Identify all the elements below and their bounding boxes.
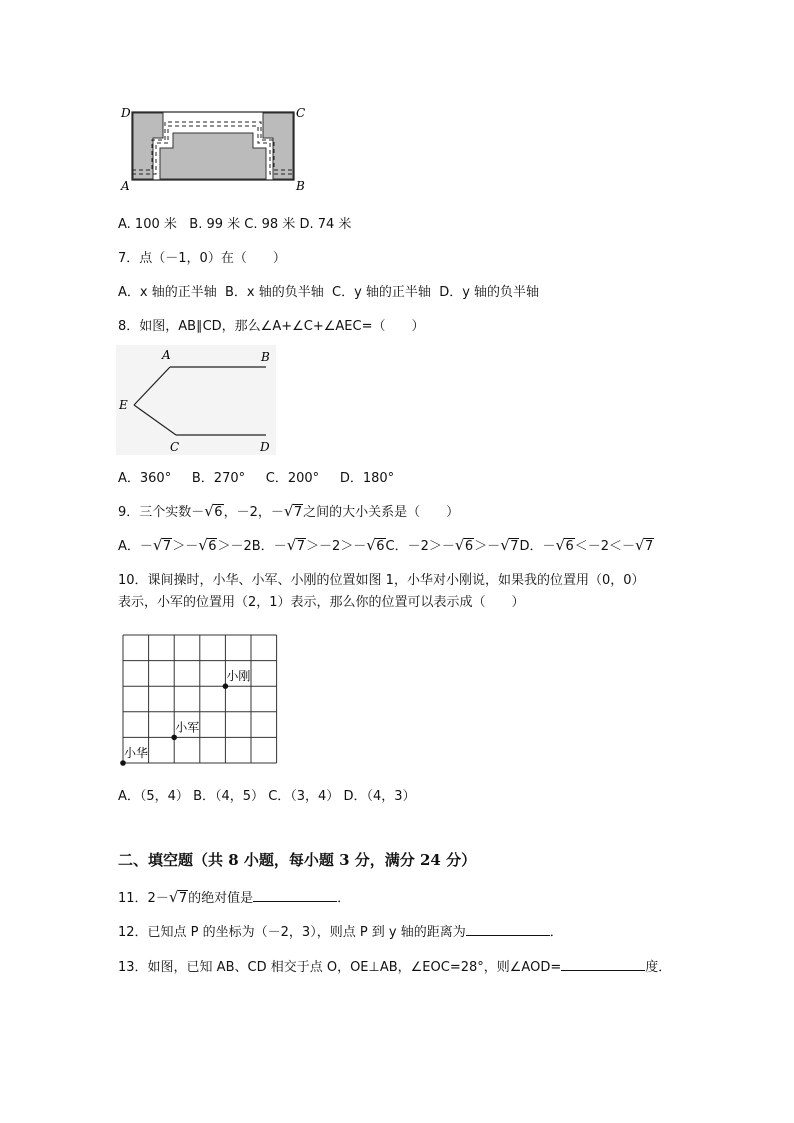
rectangle-path-figure <box>118 100 308 195</box>
q6-option-b[interactable]: B. 99 米 <box>189 217 241 232</box>
q6-option-a[interactable]: A. 100 米 <box>118 217 177 232</box>
q10-option-a[interactable]: A．（5，4） <box>118 789 189 804</box>
parallel-lines-figure <box>116 345 276 455</box>
q7-stem: 7．点（－1，0）在（ ） <box>118 251 286 266</box>
grid-point-label: 小军 <box>175 720 200 735</box>
q9-option-a[interactable]: A．－ √ 7＞－ √ 6＞－2 <box>118 536 252 554</box>
figure-background <box>116 345 276 455</box>
q11-suffix: 的绝对值是 <box>188 891 254 906</box>
q13-text: 13．如图，已知 AB、CD 相交于点 O，OE⊥AB，∠EOC=28°，则∠AOD= <box>118 960 562 975</box>
q7-options <box>118 284 539 302</box>
section-2-title: 二、填空题（共 8 小题，每小题 3 分，满分 24 分） <box>118 851 477 869</box>
q12 <box>118 923 563 942</box>
q8-option-a[interactable]: A．360° <box>118 471 172 486</box>
q11-end: ． <box>337 891 351 906</box>
grid-point-marker <box>120 760 126 766</box>
label-b: B <box>261 350 270 364</box>
q10-option-c[interactable]: C．（3，4） <box>268 789 340 804</box>
q9-option-d[interactable]: D．－ √ 6＜－2＜－ √ 7 <box>519 536 654 554</box>
sqrt-7: √ 7 <box>283 502 303 520</box>
q12-text: 12．已知点 P 的坐标为（－2，3），则点 P 到 y 轴的距离为 <box>118 925 466 940</box>
label-b: B <box>296 179 305 193</box>
position-grid-figure <box>115 628 285 768</box>
q10-option-b[interactable]: B．（4，5） <box>193 789 265 804</box>
q7-option-a[interactable]: A．x 轴的正半轴 <box>118 285 217 300</box>
q9-options <box>118 538 654 556</box>
sqrt-6: √ 6 <box>204 502 223 520</box>
q12-answer-blank[interactable] <box>466 923 550 936</box>
q8-options <box>118 470 394 488</box>
q8-option-c[interactable]: C．200° <box>265 471 320 486</box>
q10-stem-line1: 10．课间操时，小华、小军、小刚的位置如图 1，小华对小刚说，如果我的位置用（0，0） <box>118 573 645 588</box>
label-a: A <box>162 348 171 362</box>
q7-option-c[interactable]: C．y 轴的正半轴 <box>332 285 431 300</box>
q13-end: 度． <box>645 960 672 975</box>
q9-mid: ，－2，－ <box>223 505 284 520</box>
q8-option-b[interactable]: B．270° <box>191 471 246 486</box>
sqrt-7: √ 7 <box>168 888 188 906</box>
q11-prefix: 11．2－ <box>118 891 169 906</box>
q10-options <box>118 788 416 806</box>
q9-stem <box>118 504 459 522</box>
label-e: E <box>119 398 128 412</box>
q6-options <box>118 216 351 234</box>
q10-stem-line2: 表示，小军的位置用（2，1）表示，那么你的位置可以表示成（ ） <box>118 595 525 610</box>
grid-point-label: 小华 <box>124 746 149 760</box>
q11 <box>118 889 350 908</box>
q6-option-c[interactable]: C. 98 米 <box>244 217 296 232</box>
grid-point-label: 小刚 <box>226 669 251 684</box>
label-c: C <box>296 106 306 120</box>
q12-end: ． <box>549 925 563 940</box>
q8-stem: 8．如图，AB∥CD，那么∠A+∠C+∠AEC=（ ） <box>118 319 425 334</box>
q9-option-b[interactable]: B．－ √ 7＞－2＞－ √ 6 <box>251 536 385 554</box>
q13-answer-blank[interactable] <box>561 958 645 971</box>
label-c: C <box>170 440 180 454</box>
q6-option-d[interactable]: D. 74 米 <box>299 217 352 232</box>
label-d: D <box>121 106 131 120</box>
q13 <box>118 958 671 977</box>
q9-option-c[interactable]: C．－2＞－ √ 6＞－ √ 7 <box>385 536 519 554</box>
grid-point-marker <box>223 683 229 689</box>
q7-option-b[interactable]: B．x 轴的负半轴 <box>225 285 324 300</box>
shaded-region <box>133 113 293 179</box>
label-a: A <box>121 179 130 193</box>
q7-option-d[interactable]: D．y 轴的负半轴 <box>439 285 540 300</box>
q10-option-d[interactable]: D．（4，3） <box>343 789 416 804</box>
q9-suffix: 之间的大小关系是（ ） <box>303 505 460 520</box>
grid-point-marker <box>171 735 177 741</box>
label-d: D <box>260 440 270 454</box>
q9-prefix: 9．三个实数－ <box>118 505 205 520</box>
q8-option-d[interactable]: D．180° <box>339 471 395 486</box>
q11-answer-blank[interactable] <box>253 889 337 902</box>
